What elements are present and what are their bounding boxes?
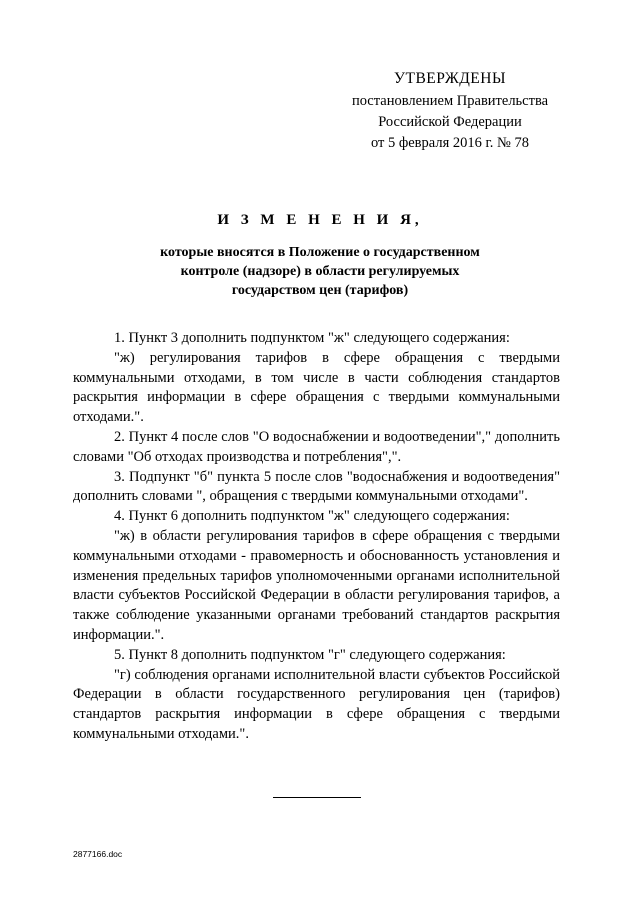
paragraph-item-2: 2. Пункт 4 после слов "О водоснабжении и водоотведении"," дополнить словами "Об отходах производства и потребления",". <box>73 428 560 465</box>
paragraph-item-4-text: "ж) в области регулирования тарифов в сфере обращения с твердыми коммунальными отходами - правомерность и обоснованность установления и изменения предельных тарифов уполномоченными органами исполнительной власти субъектов Российской Федерации в области регулирования тарифов, а также соблюдение указанными органами требований стандартов раскрытия информации.". <box>73 527 560 643</box>
document-heading: И З М Е Н Е Н И Я, <box>217 212 423 228</box>
approval-block <box>340 68 560 154</box>
subheading-line-2: контроле (надзоре) в области регулируемых <box>180 264 460 279</box>
approval-line-1: постановлением Правительства <box>351 93 549 109</box>
approval-date-number: от 5 февраля 2016 г. № 78 <box>370 135 530 151</box>
subheading-line-3: государством цен (тарифов) <box>231 283 409 298</box>
paragraph-item-5-text: "г) соблюдения органами исполнительной власти субъектов Российской Федерации в области государственного регулирования цен (тарифов) стандартов раскрытия информации в сфере обращения с твердыми коммунальными отходами.". <box>73 666 560 742</box>
paragraph-item-3: 3. Подпункт "б" пункта 5 после слов "водоснабжения и водоотведения" дополнить словами ", обращения с твердыми коммунальными отходами". <box>73 468 560 505</box>
paragraph-item-4: 4. Пункт 6 дополнить подпунктом "ж" следующего содержания: <box>114 508 510 525</box>
subheading-line-1: которые вносятся в Положение о государственном <box>160 245 480 260</box>
paragraph-item-1: 1. Пункт 3 дополнить подпунктом "ж" следующего содержания: <box>114 330 510 346</box>
document-body <box>73 329 560 745</box>
document-file-id: 2877166.doc <box>73 849 123 859</box>
approval-title: УТВЕРЖДЕНЫ <box>394 70 506 87</box>
document-subheading <box>120 243 520 300</box>
approval-line-2: Российской Федерации <box>378 114 522 130</box>
closing-divider <box>273 797 361 798</box>
paragraph-item-1-text: "ж) регулирования тарифов в сфере обращения с твердыми коммунальными отходами, в том числе в части соблюдения стандартов раскрытия информации в сфере обращения с твердыми коммунальными отходами.". <box>73 349 560 426</box>
paragraph-item-5: 5. Пункт 8 дополнить подпунктом "г" следующего содержания: <box>114 646 506 663</box>
